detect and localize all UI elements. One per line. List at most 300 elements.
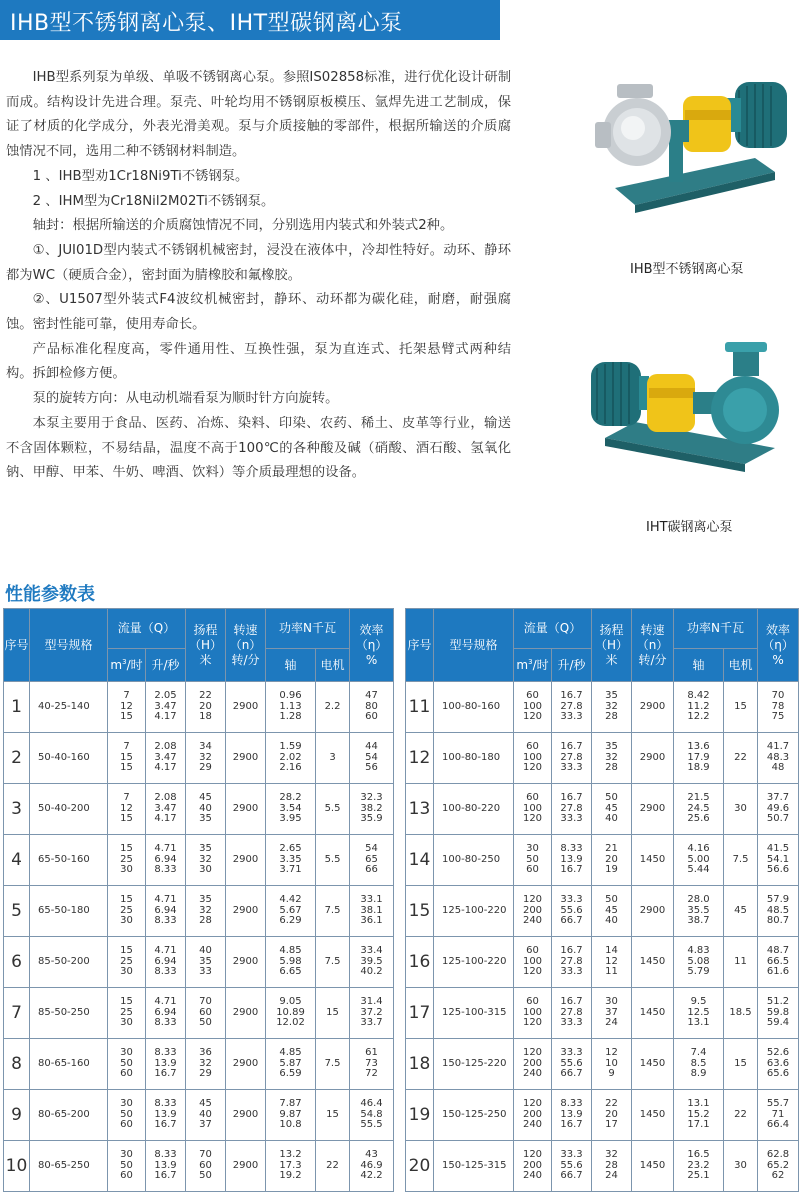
cell-model: 125-100-315 xyxy=(434,988,514,1039)
col-eff-label: 效率（η） xyxy=(355,622,388,652)
col-speed-unit: 转/分 xyxy=(231,652,260,667)
cell-head-value: 50 xyxy=(605,792,618,804)
cell-head-value: 14 xyxy=(605,945,618,957)
cell-power-motor: 30 xyxy=(724,784,758,835)
cell-power-shaft xyxy=(266,682,316,733)
cell-flow-m3-value: 100 xyxy=(522,802,543,814)
cell-power-shaft-value: 5.44 xyxy=(687,864,710,876)
cell-flow-m3 xyxy=(514,886,552,937)
cell-head xyxy=(592,1090,632,1141)
cell-head-value: 20 xyxy=(605,853,618,865)
cell-power-motor: 18.5 xyxy=(724,988,758,1039)
cell-flow-ls-value: 33.3 xyxy=(560,1017,583,1029)
cell-eff-value: 59.4 xyxy=(766,1017,790,1029)
cell-eff-value: 57.9 xyxy=(766,894,790,906)
cell-head xyxy=(186,733,226,784)
cell-flow-m3-value: 240 xyxy=(522,1170,543,1182)
cell-eff-value: 54 xyxy=(365,843,378,855)
cell-flow-m3 xyxy=(514,835,552,886)
performance-table-left xyxy=(3,608,394,1192)
col-speed-label: 转速（n） xyxy=(636,622,669,652)
cell-no: 7 xyxy=(4,988,30,1039)
cell-flow-m3-value: 120 xyxy=(522,1017,543,1029)
cell-head-value: 34 xyxy=(199,741,212,753)
cell-eff xyxy=(758,886,799,937)
cell-speed: 2900 xyxy=(226,937,266,988)
cell-head-value: 24 xyxy=(605,1170,618,1182)
cell-flow-ls-value: 6.94 xyxy=(154,853,177,865)
intro-paragraph: 1 、IHB型劝1Cr18Ni9Ti不锈钢泵。 xyxy=(32,168,249,184)
cell-power-shaft-value: 5.67 xyxy=(279,904,302,916)
cell-power-shaft xyxy=(266,835,316,886)
iht-pump-caption: IHT碳钢离心泵 xyxy=(646,520,733,535)
cell-flow-ls-value: 2.08 xyxy=(154,741,177,753)
cell-eff xyxy=(350,1039,394,1090)
cell-power-shaft-value: 4.85 xyxy=(279,1047,302,1059)
cell-head-value: 21 xyxy=(605,843,618,855)
cell-model: 50-40-200 xyxy=(30,784,108,835)
cell-power-shaft-value: 2.16 xyxy=(279,762,302,774)
cell-power-shaft-value: 21.5 xyxy=(687,792,710,804)
cell-eff xyxy=(350,682,394,733)
cell-power-shaft xyxy=(674,886,724,937)
cell-flow-ls xyxy=(552,886,592,937)
cell-eff-value: 51.2 xyxy=(766,996,790,1008)
cell-power-shaft-value: 25.1 xyxy=(687,1170,710,1182)
cell-flow-ls xyxy=(146,937,186,988)
cell-power-shaft-value: 7.4 xyxy=(690,1047,707,1059)
cell-speed: 2900 xyxy=(632,886,674,937)
cell-flow-m3-value: 200 xyxy=(522,1108,543,1120)
cell-head xyxy=(186,1141,226,1192)
cell-eff-value: 33.4 xyxy=(360,945,383,957)
cell-eff-value: 75 xyxy=(771,711,785,723)
cell-power-shaft-value: 13.1 xyxy=(687,1098,710,1110)
cell-speed: 1450 xyxy=(632,988,674,1039)
cell-power-shaft-value: 6.65 xyxy=(279,966,302,978)
cell-power-shaft-value: 4.85 xyxy=(279,945,302,957)
cell-flow-m3 xyxy=(514,733,552,784)
cell-speed: 2900 xyxy=(226,1141,266,1192)
cell-eff-value: 70 xyxy=(771,690,785,702)
cell-power-shaft xyxy=(674,1090,724,1141)
cell-head xyxy=(592,886,632,937)
cell-flow-ls-value: 33.3 xyxy=(560,1149,583,1161)
cell-flow-m3-value: 15 xyxy=(120,894,133,906)
cell-flow-m3-value: 12 xyxy=(120,700,133,712)
cell-model: 85-50-200 xyxy=(30,937,108,988)
cell-flow-ls-value: 27.8 xyxy=(560,751,583,763)
cell-head-value: 32 xyxy=(605,751,618,763)
cell-model: 100-80-180 xyxy=(434,733,514,784)
cell-power-motor: 2.2 xyxy=(316,682,350,733)
cell-eff-value: 38.1 xyxy=(360,904,383,916)
cell-eff-value: 78 xyxy=(771,700,785,712)
cell-power-shaft-value: 1.13 xyxy=(279,700,302,712)
cell-flow-m3-value: 25 xyxy=(120,955,133,967)
cell-model: 80-65-160 xyxy=(30,1039,108,1090)
cell-flow-m3-value: 30 xyxy=(120,1149,133,1161)
cell-flow-m3 xyxy=(108,835,146,886)
cell-flow-m3-value: 15 xyxy=(120,751,133,763)
cell-eff-value: 41.5 xyxy=(766,843,790,855)
cell-head-value: 35 xyxy=(605,741,618,753)
cell-flow-ls-value: 16.7 xyxy=(560,690,583,702)
cell-flow-m3 xyxy=(514,1090,552,1141)
cell-head xyxy=(186,886,226,937)
cell-head-value: 50 xyxy=(199,1017,212,1029)
col-power-shaft: 轴 xyxy=(674,649,724,682)
col-flow-ls: 升/秒 xyxy=(552,649,592,682)
cell-flow-ls-value: 13.9 xyxy=(154,1057,177,1069)
cell-power-shaft xyxy=(674,784,724,835)
cell-flow-ls-value: 16.7 xyxy=(154,1170,177,1182)
intro-paragraph: IHB型系列泵为单级、单吸不锈钢离心泵。参照IS02858标准，进行优化设计研制而成。结构设计先进合理。泵壳、叶轮均用不锈钢原板模压、氩焊先进工艺制成，保证了材质的化学成分，外表光滑美观。泵与介质接触的零部件，根据所输送的介质腐蚀情况不同，选用二种不锈钢材料制造。 xyxy=(6,70,511,160)
cell-power-shaft-value: 25.6 xyxy=(687,813,710,825)
cell-flow-m3-value: 30 xyxy=(526,843,539,855)
cell-head-value: 35 xyxy=(199,955,212,967)
cell-flow-ls xyxy=(146,682,186,733)
cell-flow-m3-value: 200 xyxy=(522,904,543,916)
cell-flow-m3-value: 25 xyxy=(120,904,133,916)
cell-eff-value: 48.3 xyxy=(766,751,790,763)
intro-paragraph: 轴封：根据所输送的介质腐蚀情况不同，分别选用内装式和外装式2种。 xyxy=(32,218,454,234)
cell-eff-value: 55.7 xyxy=(766,1098,790,1110)
col-flow: 流量（Q） xyxy=(108,609,186,649)
col-head-label: 扬程（H） xyxy=(189,622,223,652)
cell-power-shaft xyxy=(266,1090,316,1141)
table-row xyxy=(4,1141,394,1192)
cell-eff-value: 72 xyxy=(365,1068,378,1080)
cell-flow-ls-value: 16.7 xyxy=(560,1119,583,1131)
cell-eff xyxy=(350,835,394,886)
cell-flow-m3-value: 60 xyxy=(120,1068,133,1080)
cell-flow-ls-value: 8.33 xyxy=(154,1017,177,1029)
page-title: IHB型不锈钢离心泵、IHT型碳钢离心泵 xyxy=(10,11,403,36)
cell-no: 19 xyxy=(406,1090,434,1141)
cell-flow-ls-value: 6.94 xyxy=(154,1006,177,1018)
cell-power-shaft xyxy=(674,835,724,886)
col-head-label: 扬程（H） xyxy=(595,622,629,652)
cell-flow-ls-value: 4.17 xyxy=(154,711,177,723)
cell-eff-value: 37.2 xyxy=(360,1006,383,1018)
cell-power-shaft xyxy=(674,733,724,784)
cell-speed: 1450 xyxy=(632,1039,674,1090)
cell-power-shaft-value: 12.5 xyxy=(687,1006,710,1018)
cell-eff-value: 43 xyxy=(365,1149,378,1161)
cell-model: 150-125-250 xyxy=(434,1090,514,1141)
table-row xyxy=(406,835,799,886)
cell-power-shaft-value: 4.16 xyxy=(687,843,710,855)
col-flow: 流量（Q） xyxy=(514,609,592,649)
cell-head xyxy=(592,937,632,988)
cell-eff-value: 66 xyxy=(365,864,378,876)
cell-flow-m3-value: 100 xyxy=(522,1006,543,1018)
table-row xyxy=(4,733,394,784)
cell-head-value: 24 xyxy=(605,1017,618,1029)
cell-flow-ls xyxy=(146,988,186,1039)
cell-flow-ls-value: 33.3 xyxy=(560,813,583,825)
cell-flow-ls-value: 33.3 xyxy=(560,1047,583,1059)
cell-head-value: 32 xyxy=(199,751,212,763)
cell-head-value: 10 xyxy=(605,1057,618,1069)
cell-power-shaft xyxy=(266,937,316,988)
col-power: 功率N千瓦 xyxy=(266,609,350,649)
cell-head xyxy=(186,682,226,733)
cell-head-value: 37 xyxy=(199,1119,212,1131)
cell-flow-m3 xyxy=(108,682,146,733)
table-row xyxy=(406,733,799,784)
col-flow-m3: $m^3/$时 xyxy=(108,649,146,682)
cell-no: 6 xyxy=(4,937,30,988)
cell-flow-ls-value: 3.47 xyxy=(154,802,177,814)
cell-eff-value: 38.2 xyxy=(360,802,383,814)
cell-model: 80-65-250 xyxy=(30,1141,108,1192)
cell-power-motor: 15 xyxy=(316,1090,350,1141)
cell-head-value: 40 xyxy=(199,1108,212,1120)
cell-flow-m3-value: 12 xyxy=(120,802,133,814)
cell-head-value: 29 xyxy=(199,1068,212,1080)
cell-head xyxy=(592,784,632,835)
cell-power-shaft xyxy=(674,682,724,733)
cell-head-value: 28 xyxy=(605,762,618,774)
cell-power-shaft-value: 10.89 xyxy=(276,1006,305,1018)
cell-power-shaft-value: 7.87 xyxy=(279,1098,302,1110)
cell-model: 150-125-220 xyxy=(434,1039,514,1090)
cell-head xyxy=(186,835,226,886)
col-speed xyxy=(632,609,674,682)
cell-head-value: 70 xyxy=(199,1149,212,1161)
cell-flow-ls xyxy=(146,784,186,835)
cell-flow-m3-value: 200 xyxy=(522,1057,543,1069)
section-title: 性能参数表 xyxy=(5,584,95,605)
cell-flow-m3-value: 60 xyxy=(120,1119,133,1131)
cell-power-shaft-value: 38.7 xyxy=(687,915,710,927)
cell-power-shaft xyxy=(266,733,316,784)
cell-eff-value: 54.1 xyxy=(766,853,790,865)
cell-eff-value: 46.4 xyxy=(360,1098,383,1110)
cell-eff-value: 61.6 xyxy=(766,966,790,978)
cell-flow-m3-value: 50 xyxy=(526,853,539,865)
cell-flow-m3 xyxy=(108,1141,146,1192)
cell-speed: 2900 xyxy=(632,682,674,733)
col-head-unit: 米 xyxy=(199,652,212,667)
cell-eff-value: 55.5 xyxy=(360,1119,383,1131)
cell-flow-ls-value: 16.7 xyxy=(560,741,583,753)
cell-power-motor: 15 xyxy=(724,682,758,733)
cell-flow-m3 xyxy=(108,784,146,835)
cell-eff-value: 33.1 xyxy=(360,894,383,906)
cell-eff-value: 44 xyxy=(365,741,378,753)
cell-head-value: 35 xyxy=(199,894,212,906)
intro-text xyxy=(6,66,511,486)
cell-flow-ls-value: 8.33 xyxy=(560,1098,583,1110)
cell-eff xyxy=(758,988,799,1039)
col-head-unit: 米 xyxy=(605,652,618,667)
cell-head-value: 32 xyxy=(199,853,212,865)
cell-eff-value: 54.8 xyxy=(360,1108,383,1120)
cell-power-shaft-value: 3.54 xyxy=(279,802,302,814)
cell-flow-m3-value: 25 xyxy=(120,1006,133,1018)
cell-eff-value: 56.6 xyxy=(766,864,790,876)
cell-power-shaft-value: 13.2 xyxy=(279,1149,302,1161)
cell-head-value: 18 xyxy=(199,711,212,723)
cell-head-value: 60 xyxy=(199,1159,212,1171)
cell-flow-ls xyxy=(552,1039,592,1090)
cell-speed: 2900 xyxy=(226,1039,266,1090)
cell-power-shaft-value: 8.5 xyxy=(690,1057,707,1069)
cell-eff xyxy=(350,1090,394,1141)
cell-eff-value: 56 xyxy=(365,762,378,774)
cell-flow-ls-value: 55.6 xyxy=(560,904,583,916)
cell-power-shaft-value: 5.87 xyxy=(279,1057,302,1069)
cell-power-shaft-value: 17.1 xyxy=(687,1119,710,1131)
cell-flow-m3-value: 50 xyxy=(120,1159,133,1171)
cell-flow-ls-value: 3.47 xyxy=(154,700,177,712)
table-row xyxy=(4,1090,394,1141)
iht-pump-image xyxy=(585,340,795,480)
cell-power-shaft-value: 16.5 xyxy=(687,1149,710,1161)
table-row xyxy=(406,937,799,988)
cell-eff xyxy=(350,988,394,1039)
table-row xyxy=(4,937,394,988)
cell-power-motor: 11 xyxy=(724,937,758,988)
cell-eff xyxy=(350,784,394,835)
cell-head xyxy=(186,937,226,988)
cell-power-shaft-value: 17.9 xyxy=(687,751,710,763)
cell-flow-m3 xyxy=(514,1039,552,1090)
col-power-motor: 电机 xyxy=(316,649,350,682)
cell-power-shaft xyxy=(674,1141,724,1192)
intro-paragraph: ①、JUI01D型内装式不锈钢机械密封，浸没在液体中，冷却性特好。动环、静环都为WC（硬质合金），密封面为腈橡胶和氟橡胶。 xyxy=(6,242,511,283)
cell-no: 3 xyxy=(4,784,30,835)
cell-eff xyxy=(758,682,799,733)
cell-flow-ls-value: 27.8 xyxy=(560,700,583,712)
cell-power-shaft-value: 5.00 xyxy=(687,853,710,865)
cell-flow-m3-value: 7 xyxy=(123,741,130,753)
cell-head-value: 32 xyxy=(605,700,618,712)
cell-head xyxy=(186,1039,226,1090)
cell-head-value: 37 xyxy=(605,1006,618,1018)
cell-power-motor: 15 xyxy=(316,988,350,1039)
cell-flow-ls-value: 8.33 xyxy=(154,864,177,876)
cell-flow-m3-value: 240 xyxy=(522,1068,543,1080)
cell-flow-ls-value: 27.8 xyxy=(560,955,583,967)
cell-flow-m3-value: 100 xyxy=(522,700,543,712)
cell-flow-m3-value: 15 xyxy=(120,762,133,774)
cell-flow-ls-value: 16.7 xyxy=(560,996,583,1008)
cell-flow-m3-value: 15 xyxy=(120,711,133,723)
cell-head-value: 20 xyxy=(605,1108,618,1120)
cell-head-value: 40 xyxy=(199,802,212,814)
cell-flow-m3-value: 30 xyxy=(120,1017,133,1029)
cell-head-value: 20 xyxy=(199,700,212,712)
cell-no: 8 xyxy=(4,1039,30,1090)
cell-eff-value: 63.6 xyxy=(766,1057,790,1069)
performance-table-right xyxy=(405,608,799,1192)
cell-eff-value: 65.6 xyxy=(766,1068,790,1080)
cell-power-shaft-value: 35.5 xyxy=(687,904,710,916)
cell-power-shaft-value: 19.2 xyxy=(279,1170,302,1182)
cell-flow-m3 xyxy=(514,937,552,988)
cell-speed: 2900 xyxy=(226,886,266,937)
cell-speed: 2900 xyxy=(226,784,266,835)
cell-speed: 1450 xyxy=(632,1090,674,1141)
cell-eff xyxy=(758,1141,799,1192)
cell-eff-value: 49.6 xyxy=(766,802,790,814)
cell-head-value: 35 xyxy=(199,843,212,855)
cell-flow-m3 xyxy=(108,988,146,1039)
cell-power-motor: 3 xyxy=(316,733,350,784)
cell-no: 5 xyxy=(4,886,30,937)
cell-no: 4 xyxy=(4,835,30,886)
cell-flow-ls-value: 16.7 xyxy=(560,864,583,876)
cell-eff-value: 47 xyxy=(365,690,378,702)
cell-power-motor: 30 xyxy=(724,1141,758,1192)
col-flow-ls: 升/秒 xyxy=(146,649,186,682)
cell-model: 125-100-220 xyxy=(434,937,514,988)
cell-flow-m3-value: 15 xyxy=(120,813,133,825)
cell-head-value: 11 xyxy=(605,966,618,978)
cell-power-shaft-value: 9.05 xyxy=(279,996,302,1008)
cell-flow-ls-value: 8.33 xyxy=(154,1098,177,1110)
cell-eff-value: 48.5 xyxy=(766,904,790,916)
cell-eff-value: 40.2 xyxy=(360,966,383,978)
cell-model: 125-100-220 xyxy=(434,886,514,937)
cell-flow-m3 xyxy=(514,682,552,733)
cell-model: 85-50-250 xyxy=(30,988,108,1039)
cell-eff-value: 59.8 xyxy=(766,1006,790,1018)
cell-power-shaft xyxy=(266,886,316,937)
cell-power-shaft xyxy=(266,1039,316,1090)
col-power-shaft: 轴 xyxy=(266,649,316,682)
cell-speed: 2900 xyxy=(632,784,674,835)
cell-power-motor: 15 xyxy=(724,1039,758,1090)
cell-head-value: 40 xyxy=(199,945,212,957)
cell-flow-m3 xyxy=(108,937,146,988)
cell-head xyxy=(186,988,226,1039)
cell-head xyxy=(592,1039,632,1090)
cell-eff-value: 80.7 xyxy=(766,915,790,927)
cell-eff-value: 54 xyxy=(365,751,378,763)
cell-flow-ls-value: 66.7 xyxy=(560,1068,583,1080)
cell-flow-ls-value: 55.6 xyxy=(560,1159,583,1171)
intro-paragraph: 2 、IHM型为Cr18Nil2M02Ti不锈钢泵。 xyxy=(32,193,275,209)
cell-head xyxy=(592,733,632,784)
cell-flow-ls-value: 33.3 xyxy=(560,711,583,723)
cell-eff-value: 35.9 xyxy=(360,813,383,825)
cell-flow-ls xyxy=(146,835,186,886)
cell-head-value: 36 xyxy=(199,1047,212,1059)
table-row xyxy=(406,886,799,937)
cell-model: 40-25-140 xyxy=(30,682,108,733)
cell-power-shaft xyxy=(674,1039,724,1090)
cell-head-value: 30 xyxy=(199,864,212,876)
cell-flow-m3-value: 60 xyxy=(526,741,539,753)
cell-flow-ls xyxy=(146,1039,186,1090)
ihb-pump-image xyxy=(585,70,795,220)
cell-flow-ls xyxy=(552,1141,592,1192)
cell-no: 15 xyxy=(406,886,434,937)
cell-no: 2 xyxy=(4,733,30,784)
col-no: 序号 xyxy=(406,609,434,682)
cell-flow-ls-value: 13.9 xyxy=(560,1108,583,1120)
cell-flow-m3-value: 120 xyxy=(522,894,543,906)
cell-head-value: 70 xyxy=(199,996,212,1008)
cell-speed: 1450 xyxy=(632,937,674,988)
table-row xyxy=(406,988,799,1039)
cell-eff xyxy=(758,835,799,886)
